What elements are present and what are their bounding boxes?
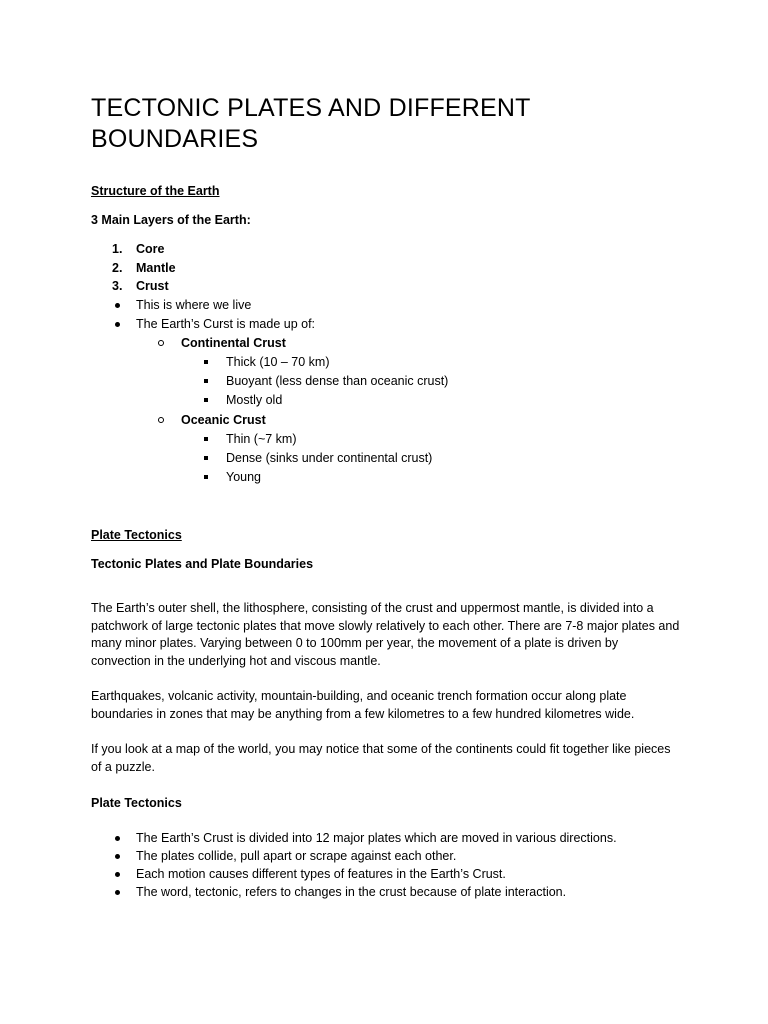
paragraph: The Earth’s outer shell, the lithosphere, consisting of the crust and uppermost mantle, is divided into a patchwork of large tectonic plates that move slowly relatively to each other. There are 7-8 major plates and many minor plates. Varying between 0 to 100mm per year, the movement of a plate is driven by convection in the underlying hot and viscous mantle.	[91, 601, 680, 668]
list-item: Thin (~7 km)	[226, 432, 297, 446]
document-title: TECTONIC PLATES AND DIFFERENT BOUNDARIES	[91, 94, 531, 153]
list-number: 2.	[112, 261, 123, 275]
bullet-icon	[115, 836, 120, 841]
bullet-item: The plates collide, pull apart or scrape against each other.	[136, 849, 457, 863]
square-bullet-icon	[204, 398, 208, 402]
bullet-icon	[115, 854, 120, 859]
bullet-item: The Earth’s Crust is divided into 12 major plates which are moved in various directions.	[136, 831, 617, 845]
bullet-icon	[115, 303, 120, 308]
list-item: Young	[226, 470, 261, 484]
section-subheading-layers: 3 Main Layers of the Earth:	[91, 213, 251, 227]
list-item-crust: Crust	[136, 279, 169, 293]
list-item-core: Core	[136, 242, 165, 256]
bullet-icon	[115, 890, 120, 895]
section-heading-structure: Structure of the Earth	[91, 184, 220, 198]
circle-bullet-icon	[158, 340, 164, 346]
square-bullet-icon	[204, 379, 208, 383]
bullet-item: The Earth’s Curst is made up of:	[136, 317, 316, 331]
bullet-item: Each motion causes different types of features in the Earth’s Crust.	[136, 867, 506, 881]
bullet-icon	[115, 872, 120, 877]
list-item-continental-crust: Continental Crust	[181, 336, 286, 350]
list-item: Buoyant (less dense than oceanic crust)	[226, 374, 449, 388]
square-bullet-icon	[204, 437, 208, 441]
paragraph: Earthquakes, volcanic activity, mountain-building, and oceanic trench formation occur along plate boundaries in zones that may be anything from a few kilometres to a few hundred kilometres wide.	[91, 689, 635, 721]
list-number: 1.	[112, 242, 123, 256]
bullet-item: This is where we live	[136, 298, 252, 312]
paragraph: If you look at a map of the world, you may notice that some of the continents could fit together like pieces of a puzzle.	[91, 742, 671, 774]
list-number: 3.	[112, 279, 123, 293]
bullet-icon	[115, 322, 120, 327]
bullet-item: The word, tectonic, refers to changes in the crust because of plate interaction.	[136, 885, 567, 899]
section-heading-plate-tectonics: Plate Tectonics	[91, 528, 182, 542]
list-item: Dense (sinks under continental crust)	[226, 451, 433, 465]
square-bullet-icon	[204, 456, 208, 460]
list-item-mantle: Mantle	[136, 261, 176, 275]
square-bullet-icon	[204, 475, 208, 479]
section-subheading-boundaries: Tectonic Plates and Plate Boundaries	[91, 557, 314, 571]
square-bullet-icon	[204, 360, 208, 364]
list-item: Mostly old	[226, 393, 283, 407]
circle-bullet-icon	[158, 417, 164, 423]
list-item-oceanic-crust: Oceanic Crust	[181, 413, 266, 427]
list-item: Thick (10 – 70 km)	[226, 355, 330, 369]
section-subheading-plate-tectonics: Plate Tectonics	[91, 796, 182, 810]
